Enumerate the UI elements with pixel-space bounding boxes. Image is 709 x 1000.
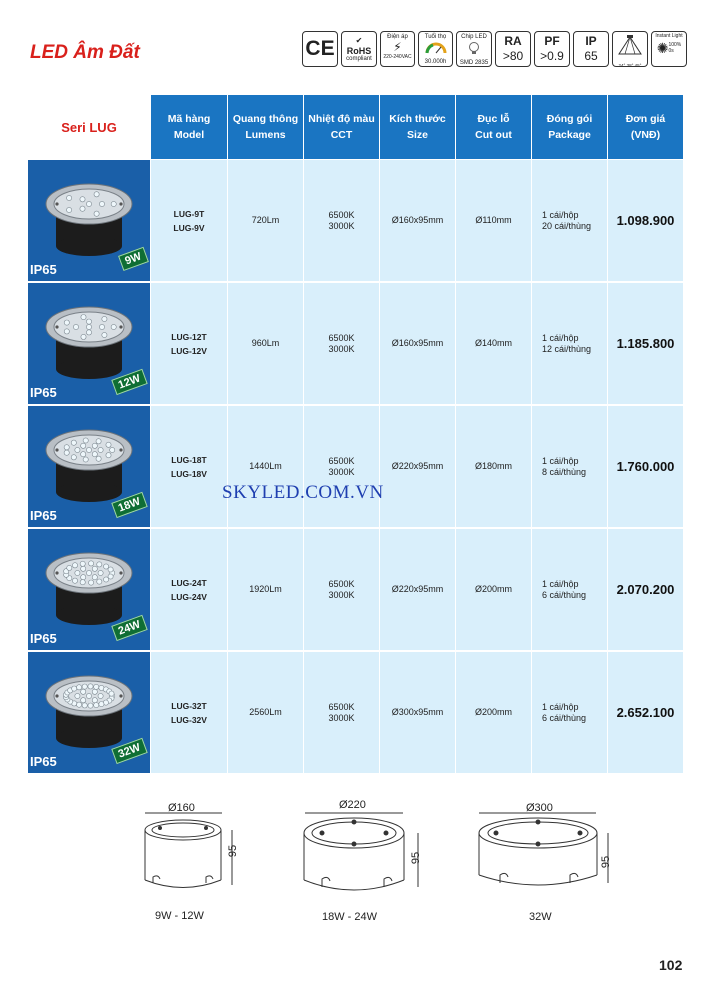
lamp-base	[56, 482, 122, 502]
led-dot	[80, 206, 85, 211]
led-dot	[98, 447, 103, 452]
cct-cell: 6500K 3000K	[303, 652, 379, 773]
product-image	[28, 160, 150, 281]
size-cell: Ø300x95mm	[379, 652, 455, 773]
led-dot	[80, 580, 85, 585]
size-cell: Ø220x95mm	[379, 406, 455, 527]
ip-rating: IP65	[30, 262, 57, 277]
led-dot	[86, 330, 91, 335]
cutout-cell: Ø110mm	[455, 160, 531, 281]
product-image	[28, 283, 150, 404]
wattage-badge: 9W	[118, 247, 148, 271]
model-cell: LUG-12T LUG-12V	[150, 283, 227, 404]
led-dot	[73, 324, 78, 329]
series-label: Seri LUG	[28, 95, 150, 159]
screw-icon	[55, 202, 58, 205]
package-cell: 1 cái/hộp 8 cái/thùng	[531, 406, 607, 527]
ip-rating: IP65	[30, 385, 57, 400]
led-dot	[94, 211, 99, 216]
model-cell: LUG-32T LUG-32V	[150, 652, 227, 773]
led-dot	[86, 319, 91, 324]
sun-icon: ✺	[656, 40, 669, 56]
lumens-cell: 1920Lm	[227, 529, 303, 650]
led-dot	[108, 567, 113, 572]
table-row	[28, 406, 683, 527]
led-dot	[110, 447, 115, 452]
led-dot	[108, 574, 113, 579]
package-cell: 1 cái/hộp 6 cái/thùng	[531, 652, 607, 773]
header-price: Đơn giá (VNĐ)	[607, 95, 683, 159]
header-model: Mã hàng Model	[150, 95, 227, 159]
led-dot	[97, 579, 102, 584]
led-dot	[111, 324, 116, 329]
lumens-cell: 2560Lm	[227, 652, 303, 773]
led-dot	[99, 324, 104, 329]
header-cutout: Đục lỗ Cut out	[455, 95, 531, 159]
product-image	[28, 529, 150, 650]
pf-badge: PF >0.9	[534, 31, 570, 67]
header-lumens: Quang thông Lumens	[227, 95, 303, 159]
screw-icon	[119, 325, 122, 328]
screw-icon	[119, 448, 122, 451]
ip-rating: IP65	[30, 631, 57, 646]
led-dot	[86, 201, 91, 206]
beam-icon	[615, 34, 645, 58]
cutout-cell: Ø200mm	[455, 529, 531, 650]
led-dot	[88, 684, 93, 689]
led-dot	[81, 452, 86, 457]
cct-cell: 6500K 3000K	[303, 529, 379, 650]
drawing-medium	[304, 813, 418, 890]
table-row	[28, 283, 683, 404]
led-dot	[72, 578, 77, 583]
led-dot	[94, 192, 99, 197]
led-dot	[102, 332, 107, 337]
led-dot	[86, 447, 91, 452]
led-dot	[81, 566, 86, 571]
led-dot	[96, 456, 101, 461]
lumens-cell: 960Lm	[227, 283, 303, 404]
height-label: 95	[600, 855, 613, 869]
package-cell: 1 cái/hộp 6 cái/thùng	[531, 529, 607, 650]
led-dot	[64, 320, 69, 325]
cct-cell: 6500K 3000K	[303, 406, 379, 527]
led-dot	[80, 197, 85, 202]
led-dot	[77, 702, 82, 707]
ip-rating: IP65	[30, 754, 57, 769]
wattage-badge: 12W	[112, 369, 148, 395]
led-dot	[86, 324, 91, 329]
led-dot	[81, 334, 86, 339]
header-size: Kích thước Size	[379, 95, 455, 159]
diameter-label: Ø220	[339, 799, 366, 811]
led-dot	[89, 561, 94, 566]
screw-icon	[55, 694, 58, 697]
lamp-base	[56, 236, 122, 256]
drawing-caption: 9W - 12W	[155, 910, 204, 922]
led-dot	[75, 447, 80, 452]
led-dot	[67, 565, 72, 570]
cct-cell: 6500K 3000K	[303, 160, 379, 281]
lumens-cell: 720Lm	[227, 160, 303, 281]
led-dot	[104, 577, 109, 582]
table-row	[28, 652, 683, 773]
led-dot	[86, 570, 91, 575]
rohs-icon: ✔ RoHS compliant	[341, 31, 377, 67]
watermark: SKYLED.COM.VN	[222, 482, 384, 503]
diameter-label: Ø160	[168, 802, 195, 814]
table-row	[28, 529, 683, 650]
ip-rating: IP65	[30, 508, 57, 523]
led-dot	[75, 570, 80, 575]
bulb-icon	[467, 41, 481, 55]
model-cell: LUG-9T LUG-9V	[150, 160, 227, 281]
led-dot	[92, 575, 97, 580]
led-dot	[71, 455, 76, 460]
cutout-cell: Ø140mm	[455, 283, 531, 404]
screw-icon	[119, 571, 122, 574]
height-label: 95	[410, 851, 423, 865]
model-cell: LUG-24T LUG-24V	[150, 529, 227, 650]
gauge-icon	[424, 42, 448, 54]
led-dot	[71, 440, 76, 445]
wattage-badge: 24W	[112, 615, 148, 641]
led-dot	[81, 698, 86, 703]
led-dot	[67, 207, 72, 212]
led-dot	[92, 452, 97, 457]
height-label: 95	[227, 844, 240, 858]
led-dot	[80, 561, 85, 566]
led-dot	[64, 445, 69, 450]
cutout-cell: Ø180mm	[455, 406, 531, 527]
led-dot	[92, 689, 97, 694]
screw-icon	[55, 571, 58, 574]
led-dot	[88, 703, 93, 708]
beam-angle-icon: 24° 38° 45°	[612, 31, 648, 67]
led-dot	[99, 702, 104, 707]
led-dot	[81, 575, 86, 580]
price-cell: 1.185.800	[607, 283, 683, 404]
wattage-badge: 32W	[112, 738, 148, 764]
price-cell: 2.652.100	[607, 652, 683, 773]
chip-led-icon: Chip LED SMD 2835	[456, 31, 492, 67]
drawing-small	[145, 813, 232, 888]
ra-badge: RA >80	[495, 31, 531, 67]
led-dot	[98, 693, 103, 698]
led-dot	[106, 442, 111, 447]
package-cell: 1 cái/hộp 20 cái/thùng	[531, 160, 607, 281]
drawing-caption: 32W	[529, 911, 552, 923]
screw-icon	[119, 694, 122, 697]
size-cell: Ø160x95mm	[379, 160, 455, 281]
led-dot	[111, 201, 116, 206]
cct-cell: 6500K 3000K	[303, 283, 379, 404]
led-dot	[77, 685, 82, 690]
header-cct: Nhiệt độ màu CCT	[303, 95, 379, 159]
led-dot	[72, 563, 77, 568]
lamp-base	[56, 728, 122, 748]
lumens-cell: 1440Lm	[227, 406, 303, 527]
led-dot	[92, 698, 97, 703]
drawing-large	[479, 813, 608, 885]
page-number: 102	[659, 957, 683, 973]
led-dot	[97, 562, 102, 567]
page-title: LED Âm Đất	[30, 42, 140, 63]
model-cell: LUG-18T LUG-18V	[150, 406, 227, 527]
led-dot	[106, 453, 111, 458]
screw-icon	[119, 202, 122, 205]
led-dot	[75, 693, 80, 698]
size-cell: Ø220x95mm	[379, 529, 455, 650]
led-dot	[72, 686, 77, 691]
led-dot	[99, 201, 104, 206]
product-image	[28, 406, 150, 527]
header-package: Đóng gói Package	[531, 95, 607, 159]
diameter-label: Ø300	[526, 802, 553, 814]
screw-icon	[55, 325, 58, 328]
product-image	[28, 652, 150, 773]
instant-light-icon: Instant Light ✺ 100% 0s	[651, 31, 687, 67]
led-dot	[82, 684, 87, 689]
led-dot	[82, 703, 87, 708]
table-row	[28, 160, 683, 281]
led-dot	[81, 443, 86, 448]
package-cell: 1 cái/hộp 12 cái/thùng	[531, 283, 607, 404]
led-dot	[83, 457, 88, 462]
led-dot	[67, 195, 72, 200]
voltage-icon: Điện áp ⚡ 220-240VAC	[380, 31, 415, 67]
led-dot	[96, 439, 101, 444]
led-dot	[109, 691, 114, 696]
led-dot	[92, 443, 97, 448]
lifetime-icon: Tuổi thọ 30.000h	[418, 31, 453, 67]
led-dot	[86, 693, 91, 698]
led-dot	[94, 703, 99, 708]
led-dot	[81, 315, 86, 320]
led-dot	[102, 316, 107, 321]
drawing-caption: 18W - 24W	[322, 911, 378, 923]
led-dot	[98, 570, 103, 575]
led-dot	[92, 566, 97, 571]
lamp-base	[56, 359, 122, 379]
led-dot	[64, 329, 69, 334]
led-dot	[89, 580, 94, 585]
led-dot	[64, 450, 69, 455]
led-dot	[104, 564, 109, 569]
price-cell: 2.070.200	[607, 529, 683, 650]
size-cell: Ø160x95mm	[379, 283, 455, 404]
led-dot	[83, 438, 88, 443]
wattage-badge: 18W	[112, 492, 148, 518]
ip-badge: IP 65	[573, 31, 609, 67]
price-cell: 1.098.900	[607, 160, 683, 281]
ce-mark-icon: CE	[302, 31, 338, 67]
price-cell: 1.760.000	[607, 406, 683, 527]
lamp-base	[56, 605, 122, 625]
led-dot	[81, 689, 86, 694]
led-dot	[94, 684, 99, 689]
cutout-cell: Ø200mm	[455, 652, 531, 773]
screw-icon	[55, 448, 58, 451]
